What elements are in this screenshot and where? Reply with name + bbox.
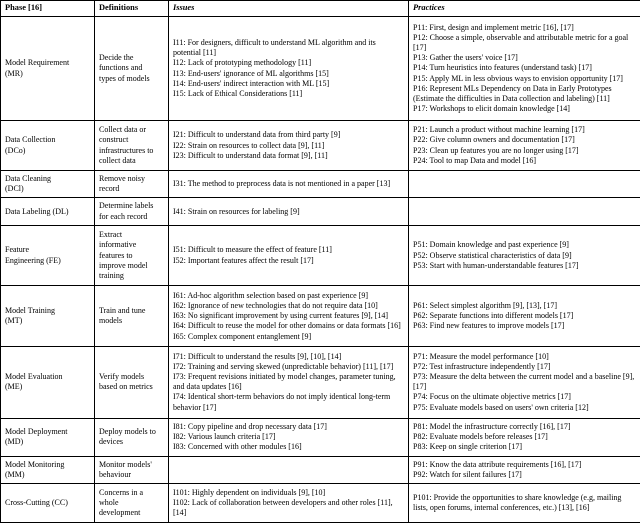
table-row: [1, 484, 640, 523]
practices-cell: [409, 170, 640, 197]
practice-item: P72: Test infrastructure independently [17]: [413, 361, 551, 371]
definition-cell: Determine labels for each record: [95, 198, 169, 225]
issue-item: I52: Important features affect the result [17]: [173, 255, 314, 265]
phase-cell: Model Training (MT): [1, 286, 95, 347]
practice-item: P82: Evaluate models before releases [17]: [413, 432, 548, 442]
issue-item: I11: For designers, difficult to understand ML algorithm and its potential [11]: [173, 37, 376, 58]
practice-item: P22: Give column owners and documentation [17]: [413, 135, 575, 145]
practices-cell: [409, 346, 640, 418]
practice-item: P61: Select simplest algorithm [9], [13], [17]: [413, 300, 557, 310]
issue-item: I62: Ignorance of new technologies that do not require data [10]: [173, 300, 378, 310]
issue-item: I15: Lack of Ethical Considerations [11]: [173, 89, 303, 99]
issue-item: I65: Complex component entanglement [9]: [173, 331, 312, 341]
table-row: [1, 16, 640, 121]
practice-item: P23: Clean up features you are no longer using [17]: [413, 145, 579, 155]
practices-cell: [409, 457, 640, 484]
definition-cell: Remove noisy record: [95, 170, 169, 197]
issue-item: I41: Strain on resources for labeling [9]: [173, 206, 300, 216]
practice-item: P21: Launch a product without machine learning [17]: [413, 125, 585, 135]
issue-item: I81: Copy pipeline and drop necessary data [17]: [173, 421, 327, 431]
issue-item: I13: End-users' ignorance of ML algorithms [15]: [173, 68, 329, 78]
header-practices: Practices: [409, 1, 640, 17]
practice-item: P71: Measure the model performance [10]: [413, 351, 549, 361]
issues-cell: [169, 225, 409, 286]
issue-item: I74: Identical short-term behaviors do not imply identical long-term behavior [17]: [173, 392, 391, 412]
definition-cell: Decide the functions and types of models: [95, 16, 169, 121]
phase-cell: Data Labeling (DL): [1, 198, 95, 225]
practice-item: P16: Represent MLs Dependency on Data in Early Prototypes (Estimate the difficulties in Data collection and labeling) [11]: [413, 83, 612, 104]
practice-item: P75: Evaluate models based on users' own criteria [12]: [413, 402, 589, 412]
practice-item: P92: Watch for silent failures [17]: [413, 470, 522, 480]
header-phase: Phase [16]: [1, 1, 95, 17]
table-row: [1, 286, 640, 347]
practice-item: P74: Focus on the ultimate objective metrics [17]: [413, 392, 571, 402]
issue-item: I63: No significant improvement by using current features [9], [14]: [173, 311, 389, 321]
table-row: [1, 418, 640, 456]
practice-item: P83: Keep on single criterion [17]: [413, 442, 523, 452]
practice-item: P63: Find new features to improve models [17]: [413, 321, 565, 331]
issue-item: I51: Difficult to measure the effect of feature [11]: [173, 245, 332, 255]
practice-item: P53: Start with human-understandable features [17]: [413, 260, 579, 270]
practice-item: P73: Measure the delta between the current model and a baseline [9], [17]: [413, 371, 635, 392]
phase-cell: Model Requirement (MR): [1, 16, 95, 121]
practice-item: P91: Know the data attribute requirements [16], [17]: [413, 459, 582, 469]
table-body: [1, 16, 640, 522]
practices-cell: [409, 225, 640, 286]
issues-cell: [169, 484, 409, 523]
issues-cell: [169, 457, 409, 484]
definition-cell: Collect data or construct infrastructures to collect data: [95, 121, 169, 171]
issues-cell: [169, 418, 409, 456]
practice-item: P12: Choose a simple, observable and attributable metric for a goal [17]: [413, 32, 629, 52]
definition-cell: Monitor models' behaviour: [95, 457, 169, 484]
phase-cell: Model Evaluation (ME): [1, 346, 95, 418]
header-definitions: Definitions: [95, 1, 169, 17]
issues-cell: [169, 121, 409, 171]
issue-item: I71: Difficult to understand the results [9], [10], [14]: [173, 351, 342, 361]
practice-item: P11: First, design and implement metric [16], [17]: [413, 22, 574, 32]
header-issues: Issues: [169, 1, 409, 17]
practice-item: P81: Model the infrastructure correctly [16], [17]: [413, 421, 571, 431]
definition-cell: Verify models based on metrics: [95, 346, 169, 418]
practice-item: P14: Turn heuristics into features (understand task) [17]: [413, 63, 592, 73]
phase-cell: Cross-Cutting (CC): [1, 484, 95, 523]
table-row: [1, 198, 640, 225]
issues-cell: [169, 16, 409, 121]
issue-item: I102: Lack of collaboration between developers and other roles [11], [14]: [173, 498, 393, 518]
table-row: [1, 346, 640, 418]
issue-item: I73: Frequent revisions initiated by model changes, parameter tuning, and data updates [16]: [173, 371, 396, 392]
practice-item: P17: Workshops to elicit domain knowledge [14]: [413, 104, 570, 114]
definition-cell: Concerns in a whole development: [95, 484, 169, 523]
practice-item: P15: Apply ML in less obvious ways to envision opportunity [17]: [413, 73, 623, 83]
issue-item: I61: Ad-hoc algorithm selection based on past experience [9]: [173, 290, 369, 300]
phase-cell: Model Monitoring (MM): [1, 457, 95, 484]
definition-cell: Extract informative features to improve model training: [95, 225, 169, 286]
practice-item: P13: Gather the users' voice [17]: [413, 53, 518, 63]
practice-item: P52: Observe statistical characteristics of data [9]: [413, 250, 572, 260]
definition-cell: Deploy models to devices: [95, 418, 169, 456]
issue-item: I31: The method to preprocess data is not mentioned in a paper [13]: [173, 179, 391, 189]
issue-item: I23: Difficult to understand data format [9], [11]: [173, 150, 328, 160]
issue-item: I14: End-users' indirect interaction with ML [15]: [173, 78, 330, 88]
phase-cell: Model Deployment (MD): [1, 418, 95, 456]
practices-cell: [409, 418, 640, 456]
issue-item: I12: Lack of prototyping methodology [11]: [173, 58, 312, 68]
issues-cell: [169, 346, 409, 418]
issue-item: I22: Strain on resources to collect data [9], [11]: [173, 140, 325, 150]
table-row: [1, 170, 640, 197]
table-row: [1, 225, 640, 286]
issues-cell: [169, 198, 409, 225]
practices-cell: [409, 16, 640, 121]
phase-cell: Feature Engineering (FE): [1, 225, 95, 286]
practices-cell: [409, 286, 640, 347]
issue-item: I64: Difficult to reuse the model for other domains or data formats [16]: [173, 321, 401, 331]
table-row: [1, 457, 640, 484]
issue-item: I83: Concerned with other modules [16]: [173, 442, 302, 452]
issue-item: I101: Highly dependent on individuals [9], [10]: [173, 487, 326, 497]
issue-item: I72: Training and serving skewed (unpredictable behavior) [11], [17]: [173, 361, 394, 371]
practices-cell: [409, 198, 640, 225]
issues-cell: [169, 286, 409, 347]
practices-cell: [409, 121, 640, 171]
phase-cell: Data Cleaning (DCl): [1, 170, 95, 197]
issues-cell: [169, 170, 409, 197]
practice-item: P24: Tool to map Data and model [16]: [413, 155, 537, 165]
practice-item: P51: Domain knowledge and past experience [9]: [413, 240, 569, 250]
issue-item: I21: Difficult to understand data from third party [9]: [173, 130, 341, 140]
definition-cell: Train and tune models: [95, 286, 169, 347]
practice-item: P62: Separate functions into different models [17]: [413, 311, 574, 321]
practices-cell: [409, 484, 640, 523]
phase-cell: Data Collection (DCo): [1, 121, 95, 171]
header-row: [1, 1, 640, 17]
table-row: [1, 121, 640, 171]
issue-item: I82: Various launch criteria [17]: [173, 432, 276, 442]
practice-item: P101: Provide the opportunities to share knowledge (e.g, mailing lists, open forums, internal conferences, etc.) [13], [16]: [413, 492, 622, 513]
